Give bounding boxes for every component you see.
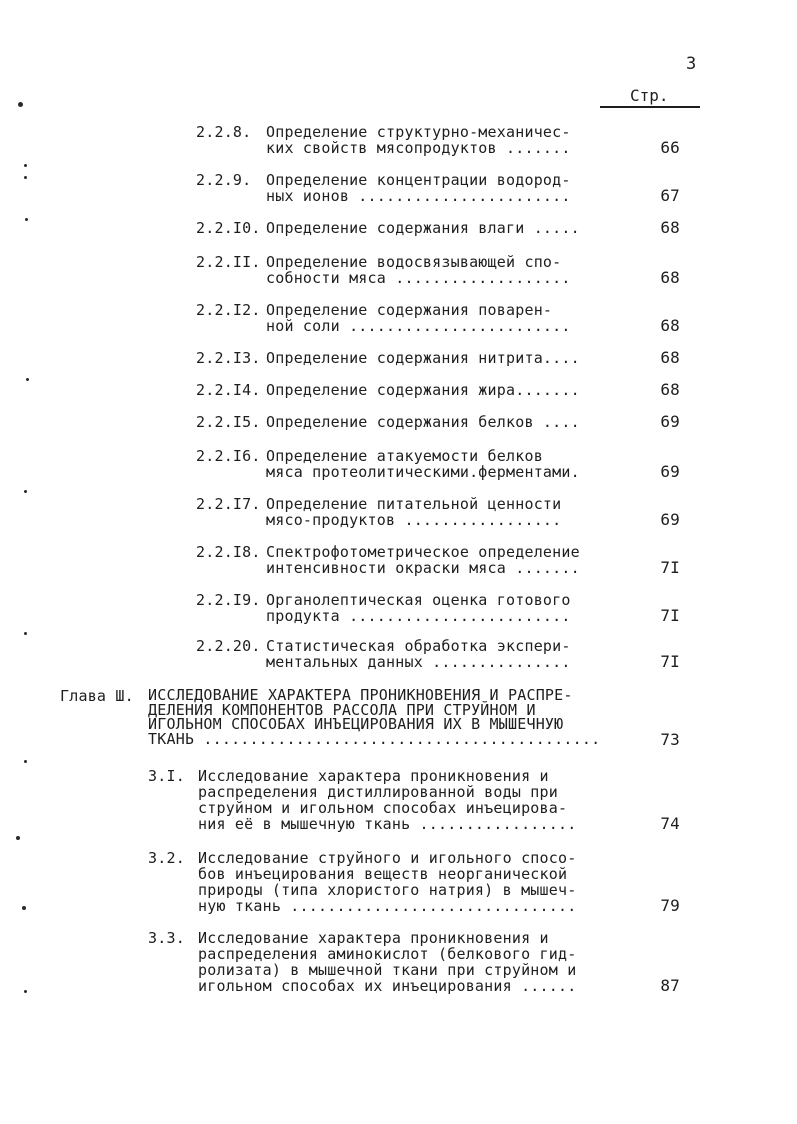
toc-entry-title-line: Исследование струйного и игольного спосо- xyxy=(198,849,577,867)
toc-entry-number: 2.2.9. xyxy=(196,171,252,189)
toc-entry-number: 2.2.I4. xyxy=(196,381,261,399)
toc-entry-title xyxy=(266,592,571,624)
toc-entry-title-line: Определение структурно-механичес- xyxy=(266,123,571,141)
toc-entry-title xyxy=(266,448,580,480)
toc-entry-number: 2.2.I5. xyxy=(196,413,261,431)
toc-entry-title-line: Исследование характера проникновения и xyxy=(198,767,549,785)
toc-entry-title-line: Определение питательной ценности xyxy=(266,495,562,513)
toc-entry-page: 68 xyxy=(660,380,680,399)
toc-entry-page: 68 xyxy=(660,218,680,237)
toc-entry-page: 69 xyxy=(660,510,680,529)
toc-entry-page: 68 xyxy=(660,348,680,367)
toc-entry-title xyxy=(266,414,580,430)
toc-entry-title-line: Определение содержания жира....... xyxy=(266,381,580,399)
toc-entry-title-line: ТКАНЬ ........................................... xyxy=(148,729,601,748)
toc-entry-number: 2.2.II. xyxy=(196,253,261,271)
toc-entry-title-line: ментальных данных ............... xyxy=(266,653,571,671)
toc-entry-title-line: собности мяса ................... xyxy=(266,269,571,287)
toc-entry-title-line: Определение содержания нитрита.... xyxy=(266,349,580,367)
toc-entry-number: 2.2.I3. xyxy=(196,349,261,367)
toc-entry-page: 68 xyxy=(660,316,680,335)
toc-entry-title-line: Определение содержания белков .... xyxy=(266,413,580,431)
toc-entry-number: 2.2.I9. xyxy=(196,591,261,609)
toc-entry-number: 2.2.I0. xyxy=(196,219,261,237)
scan-speck xyxy=(22,906,26,910)
page-column-header: Стр. xyxy=(630,86,669,105)
toc-entry-page: 7I xyxy=(660,558,680,577)
toc-entry-title xyxy=(198,850,576,914)
toc-entry-number: 2.2.I8. xyxy=(196,543,261,561)
scan-speck xyxy=(24,176,27,179)
scan-speck xyxy=(24,164,27,167)
toc-entry-title-line: ких свойств мясопродуктов ....... xyxy=(266,139,571,157)
toc-entry-number: 3.3. xyxy=(148,929,185,947)
toc-entry-number: 3.I. xyxy=(148,767,185,785)
toc-entry-number: 2.2.I7. xyxy=(196,495,261,513)
toc-entry-title xyxy=(266,350,580,366)
toc-entry-title-line: ролизата) в мышечной ткани при струйном и xyxy=(198,961,577,979)
toc-entry-number: 2.2.8. xyxy=(196,123,252,141)
toc-entry-page: 7I xyxy=(660,606,680,625)
toc-entry-title-line: струйном и игольном способах инъецирова- xyxy=(198,799,568,817)
scan-speck xyxy=(24,490,27,493)
toc-entry-title-line: интенсивности окраски мяса ....... xyxy=(266,559,580,577)
toc-entry-title-line: продукта ........................ xyxy=(266,607,571,625)
toc-entry-title-line: Определение содержания влаги ..... xyxy=(266,219,580,237)
toc-entry-number: 2.2.20. xyxy=(196,637,261,655)
toc-entry-page: 68 xyxy=(660,268,680,287)
toc-entry-title-line: Определение атакуемости белков xyxy=(266,447,543,465)
toc-entry-title xyxy=(266,220,580,236)
column-header-rule xyxy=(600,106,700,108)
toc-entry-title-line: ных ионов ....................... xyxy=(266,187,571,205)
toc-entry-title xyxy=(266,638,571,670)
toc-entry-page: 7I xyxy=(660,652,680,671)
toc-entry-page: 69 xyxy=(660,412,680,431)
toc-entry-title xyxy=(266,302,571,334)
toc-entry-page: 79 xyxy=(660,896,680,915)
toc-entry-title-line: ИГОЛЬНОМ СПОСОБАХ ИНЪЕЦИРОВАНИЯ ИХ В МЫШЕЧНУЮ xyxy=(148,715,564,733)
toc-entry-title-line: мясо-продуктов ................. xyxy=(266,511,562,529)
toc-entry-title-line: распределения дистиллированной воды при xyxy=(198,783,558,801)
toc-entry-page: 69 xyxy=(660,462,680,481)
toc-entry-title xyxy=(148,688,600,746)
toc-entry-page: 67 xyxy=(660,186,680,205)
toc-entry-page: 73 xyxy=(660,729,680,749)
toc-entry-title-line: Органолептическая оценка готового xyxy=(266,591,571,609)
toc-entry-title xyxy=(266,254,571,286)
toc-entry-title-line: Определение водосвязывающей спо- xyxy=(266,253,562,271)
toc-entry-title-line: Определение содержания поварен- xyxy=(266,301,553,319)
toc-entry-number: 2.2.I6. xyxy=(196,447,261,465)
toc-entry-page: 87 xyxy=(660,976,680,995)
toc-entry-title xyxy=(266,124,571,156)
scan-speck xyxy=(24,990,27,993)
scan-speck xyxy=(24,632,27,635)
toc-entry-title xyxy=(266,172,571,204)
toc-entry-title-line: ИССЛЕДОВАНИЕ ХАРАКТЕРА ПРОНИКНОВЕНИЯ И РАСПРЕ- xyxy=(148,686,573,704)
toc-entry-title xyxy=(198,768,576,832)
toc-entry-page: 66 xyxy=(660,138,680,157)
toc-entry-title-line: игольном способах их инъецирования ...... xyxy=(198,977,577,995)
toc-entry-title-line: распределения аминокислот (белкового гид- xyxy=(198,945,577,963)
toc-entry-title xyxy=(266,544,580,576)
toc-entry-title-line: Спектрофотометрическое определение xyxy=(266,543,580,561)
toc-entry-title xyxy=(266,496,561,528)
toc-entry-title-line: ной соли ........................ xyxy=(266,317,571,335)
scan-speck xyxy=(26,378,29,381)
toc-entry-title-line: ную ткань ............................... xyxy=(198,897,577,915)
scan-speck xyxy=(25,218,28,221)
toc-entry-title xyxy=(198,930,576,994)
toc-entry-title xyxy=(266,382,580,398)
toc-entry-title-line: ДЕЛЕНИЯ КОМПОНЕНТОВ РАССОЛА ПРИ СТРУЙНОМ И xyxy=(148,700,536,719)
toc-entry-title-line: Исследование характера проникновения и xyxy=(198,929,549,947)
scan-speck xyxy=(18,102,23,107)
toc-entry-title-line: Определение концентрации водород- xyxy=(266,171,571,189)
toc-entry-number: 3.2. xyxy=(148,849,185,867)
scan-speck xyxy=(16,836,20,840)
toc-entry-title-line: природы (типа хлористого натрия) в мышеч- xyxy=(198,881,577,899)
toc-entry-title-line: Статистическая обработка экспери- xyxy=(266,637,571,655)
toc-entry-number: 2.2.I2. xyxy=(196,301,261,319)
toc-entry-number: Глава Ш. xyxy=(60,687,134,705)
page-number: 3 xyxy=(686,54,697,74)
toc-entry-page: 74 xyxy=(660,814,680,833)
toc-entry-title-line: ния её в мышечную ткань ................. xyxy=(198,815,577,833)
toc-entry-title-line: бов инъецирования веществ неорганической xyxy=(198,865,568,883)
toc-entry-title-line: мяса протеолитическими.ферментами. xyxy=(266,463,580,481)
scan-speck xyxy=(24,760,27,763)
